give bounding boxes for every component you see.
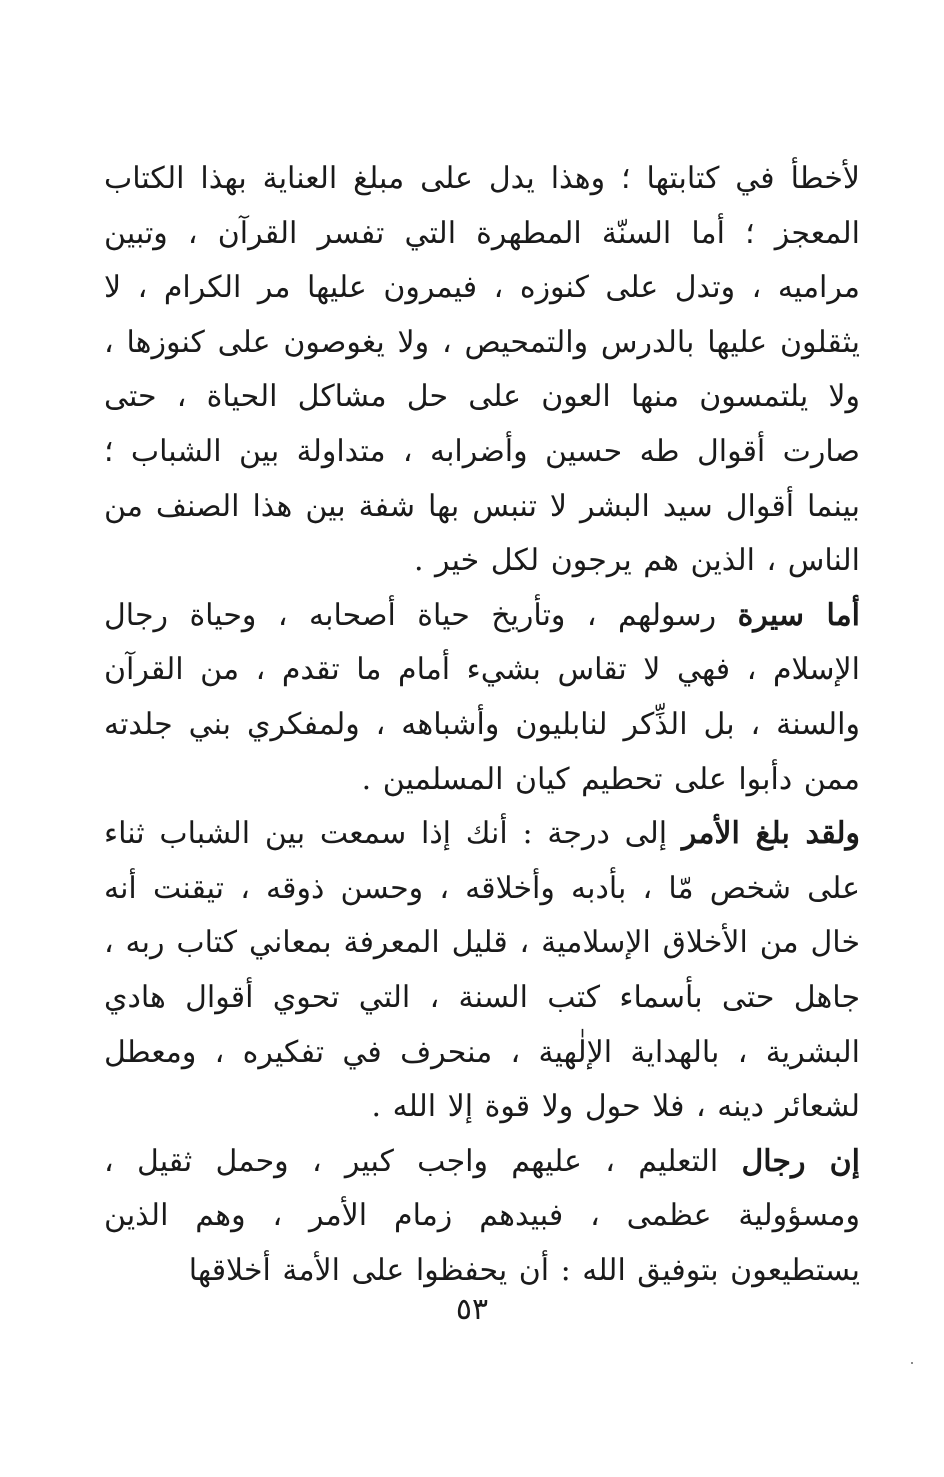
paragraph-2-lead: أما سيرة <box>737 597 860 633</box>
paragraph-1 <box>104 152 860 589</box>
paragraph-1-text: لأخطأ في كتابتها ؛ وهذا يدل على مبلغ العناية بهذا الكتاب المعجز ؛ أما السنّة المطهرة التي تفسر القرآن ، وتبين مراميه ، وتدل على كنوزه ، فيمرون عليها مر الكرام ، لا يثقلون عليها بالدرس والتمحيص ، ولا يغوصون على كنوزها ، ولا يلتمسون منها العون على حل مشاكل الحياة ، حتى صارت أقوال طه حسين وأضرابه ، متداولة بين الشباب ؛ بينما أقوال سيد البشر لا تنبس بها شفة بين هذا الصنف من الناس ، الذين هم يرجون لكل خير . <box>104 161 860 579</box>
scan-speck <box>911 1362 913 1364</box>
paragraph-4-text: التعليم ، عليهم واجب كبير ، وحمل ثقيل ، ومسؤولية عظمى ، فبيدهم زمام الأمر ، وهم الذين يستطيعون بتوفيق الله : أن يحفظوا على الأمة أخلاقها <box>104 1143 860 1288</box>
body-text <box>104 152 860 1298</box>
paragraph-4 <box>104 1135 860 1299</box>
paragraph-4-lead: إن رجال <box>741 1143 861 1179</box>
page-number: ٥٣ <box>455 1292 489 1327</box>
paragraph-2 <box>104 589 860 807</box>
paragraph-3-text: إلى درجة : أنك إذا سمعت بين الشباب ثناء على شخص مّا ، بأدبه وأخلاقه ، وحسن ذوقه ، تيقنت أنه خال من الأخلاق الإسلامية ، قليل المعرفة بمعاني كتاب ربه ، جاهل حتى بأسماء كتب السنة ، التي تحوي أقوال هادي البشرية ، بالهداية الإلٰهية ، منحرف في تفكيره ، ومعطل لشعائر دينه ، فلا حول ولا قوة إلا الله . <box>104 816 860 1125</box>
paragraph-3-lead: ولقد بلغ الأمر <box>681 816 860 852</box>
paragraph-2-text: رسولهم ، وتأريخ حياة أصحابه ، وحياة رجال الإسلام ، فهي لا تقاس بشيء أمام ما تقدم ، من القرآن والسنة ، بل الذِّكر لنابليون وأشباهه ، ولمفكري بني جلدته ممن دأبوا على تحطيم كيان المسلمين . <box>104 597 860 797</box>
paragraph-3 <box>104 807 860 1135</box>
